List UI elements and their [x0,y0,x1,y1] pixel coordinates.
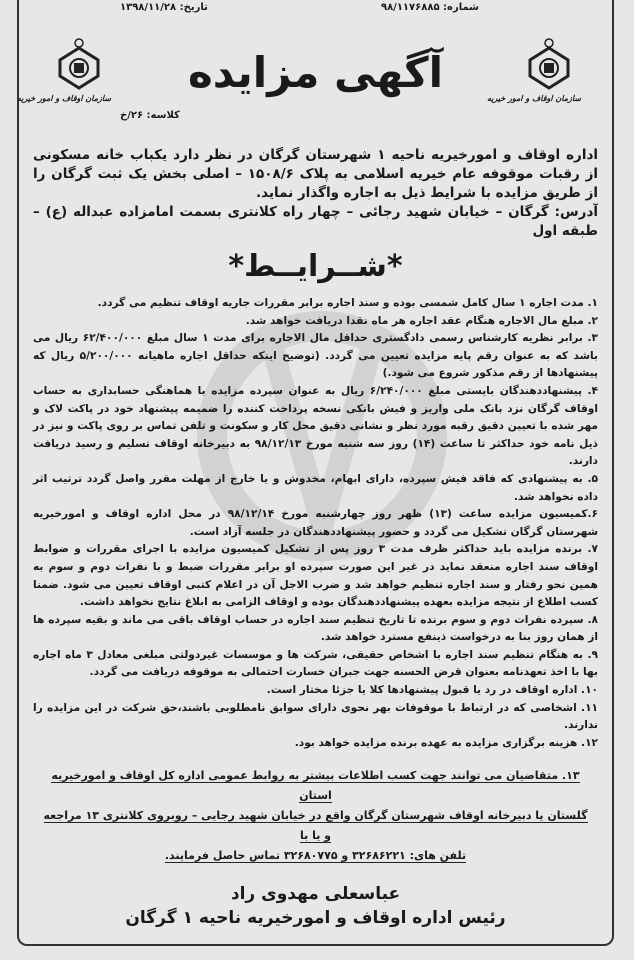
page-title: آگهی مزایده [187,48,443,97]
condition-item: ۸. سپرده نفرات دوم و سوم برنده تا تاریخ تنظیم سند اجاره در حساب اوقاف باقی می ماند و بقیه سپرده ها از همان روز بنا به درخواست ذینفع مسترد خواهد شد. [33,613,598,644]
condition-item: ۱۰. اداره اوقاف در رد یا قبول پیشنهادها کلا یا جزئا مختار است. [266,684,598,697]
condition-item: ۳. برابر نظریه کارشناس رسمی دادگستری حداقل مال الاجاره برای مدت ۱ سال مبلغ ۶۲/۴۰۰/۰۰۰ ریال می باشد که به عنوان رقم پایه مزایده تعیین می گردد. (توضیح اینکه حداقل اجاره ماهیانه ۵/۲۰۰/۰۰۰ ریال که پیشنهادها از رقم مذکور شروع می شود.) [33,332,598,380]
awqaf-emblem-icon [526,38,572,90]
contact-info [39,766,592,866]
condition-item: ۱۲. هزینه برگزاری مزایده به عهده برنده مزایده خواهد بود. [294,736,598,749]
number-label: شماره: ۹۸/۱۱۷۶۸۸۵ [380,2,479,13]
awqaf-logo-left [16,38,111,108]
date-label: تاریخ: ۱۳۹۸/۱۱/۲۸ [120,2,208,13]
condition-item: ۹. به هنگام تنظیم سند اجاره با اشخاص حقیقی، شرکت ها و موسسات غیردولتی مبلغی معادل ۳ ماه اجاره بها با اخذ تعهدنامه بعنوان قرض الحسنه جهت جبران خسارت احتمالی به موقوفه دریافت می گردد. [33,648,598,679]
contact-phones: تلفن های: ۳۲۶۸۶۲۲۱ و ۳۲۶۸۰۷۷۵ تماس حاصل فرمایند. [164,849,467,863]
intro-text: اداره اوقاف و امورخیریه ناحیه ۱ شهرستان گرگان در نظر دارد یکباب خانه مسکونی از رقبات موقوفه عام خیریه اسلامی به پلاک ۱۵۰۸/۶ – اصلی بخش یک ثبت گرگان را از طریق مزایده با شرایط ذیل به اجاره واگذار نماید. [33,147,599,201]
signatory-name: عباسعلی مهدوی راد [230,884,401,905]
condition-item: ۱. مدت اجاره ۱ سال کامل شمسی بوده و سند اجاره برابر مقررات جاریه اوقاف تنظیم می گردد. [97,297,598,309]
condition-item: ۵. به پیشنهادی که فاقد فیش سپرده، دارای ابهام، مخدوش و یا خارج از مهلت مقرر واصل گردد ترتیب اثر داده نخواهد شد. [33,472,598,503]
signatory-position: رئیس اداره اوقاف و امورخیریه ناحیه ۱ گرگان [125,908,506,929]
conditions-list [33,295,598,752]
awqaf-logo-right [486,38,581,108]
conditions-title: *شــرایــط* [228,249,403,284]
condition-item: ۱۱. اشخاصی که در ارتباط با موقوفات بهر نحوی دارای سوابق نامطلوبی باشند،حق شرکت در این مزایده را ندارند. [33,701,598,732]
class-label: کلاسه: ۲۶/خ [120,110,180,121]
address-text: آدرس: گرگان – خیابان شهید رجائی – چهار راه کلانتری بسمت امامزاده عبداله (ع) – طبقه اول [33,204,598,239]
awqaf-emblem-icon [56,38,102,90]
signature-block [33,882,598,930]
ad-frame [17,0,614,946]
condition-item: ۴. پیشنهاددهندگان بایستی مبلغ ۶/۲۴۰/۰۰۰ ریال به عنوان سپرده مزایده با هماهنگی حسابداری به حساب اوقاف گرگان نزد بانک ملی واریز و فیش بانکی نسخه پرداخت کننده را ضمیمه پیشنهاد خود در پاکت لاک و مهر شده با تعیین دقیق رقبه مورد نظر و نشانی دقیق محل کار و سکونت و تلفن تماس بر روی پاکت و نیز در ذیل نامه خود حداکثر تا ساعت (۱۴) روز سه شنبه مورخ ۹۸/۱۲/۱۳ به دبیرخانه اوقاف تسلیم و رسید دریافت دارند. [33,384,598,468]
logo-caption: سازمان اوقاف و امور خیریه [486,94,581,103]
intro-section [33,146,598,241]
contact-line: ۱۳. متقاضیان می توانند جهت کسب اطلاعات بیشتر به روابط عمومی اداره کل اوقاف و امورخیریه استان [51,769,580,803]
logo-caption: سازمان اوقاف و امور خیریه [16,94,111,103]
condition-item: ۶.کمیسیون مزایده ساعت (۱۳) ظهر روز چهارشنبه مورخ ۹۸/۱۲/۱۴ در محل اداره اوقاف و امورخیریه شهرستان گرگان تشکیل می گردد و حضور پیشنهاددهندگان در جلسه آزاد است. [33,508,598,538]
condition-item: ۲. مبلغ مال الاجاره هنگام عقد اجاره هر ماه نقدا دریافت خواهد شد. [245,314,598,327]
contact-line: گلستان یا دبیرخانه اوقاف شهرستان گرگان واقع در خیابان شهید رجایی – روبروی کلانتری ۱۳ مراجعه و یا با [43,809,588,843]
condition-item: ۷. برنده مزایده باید حداکثر ظرف مدت ۳ روز پس از تشکیل کمیسیون مزایده با اجرای مقررات و ضوابط اوقاف سند اجاره منعقد نماید در غیر این صورت سپرده او برابر مقررات ضبط و با نفرات دوم و سوم به همین نحو رفتار و سند اجاره تنظیم خواهد شد و ضرب الاجل آن در اعلام کتبی اوقاف تعیین می شود. ضمنا کسب اطلاع از نتیجه مزایده بعهده پیشنهاددهندگان بوده و اوقاف الزامی به ابلاغ نتایج نخواهد داشت. [33,543,598,609]
